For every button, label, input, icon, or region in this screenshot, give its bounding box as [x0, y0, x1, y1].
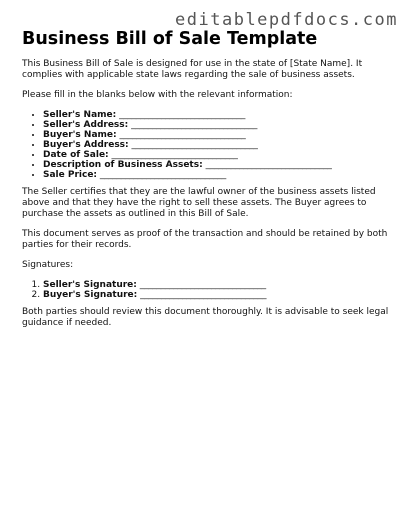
- field-label: Buyer's Address:: [43, 140, 129, 150]
- signature-blank: ______________________________: [139, 280, 266, 290]
- proof-paragraph: This document serves as proof of the transaction and should be retained by both parties for their records.: [22, 229, 388, 250]
- watermark-text: editablepdfdocs.com: [175, 10, 398, 30]
- field-label: Seller's Name:: [43, 110, 117, 120]
- field-blank: ______________________________: [131, 120, 258, 130]
- field-item-sellers-name: [43, 110, 392, 120]
- instruction-paragraph: Please fill in the blanks below with the relevant information:: [22, 90, 293, 100]
- field-item-buyers-address: [43, 140, 392, 150]
- field-item-description-of-assets: [43, 160, 392, 170]
- field-item-date-of-sale: [43, 150, 392, 160]
- field-blank: ______________________________: [119, 110, 246, 120]
- signature-item-buyer: [43, 290, 392, 300]
- signature-item-seller: [43, 280, 392, 290]
- field-item-sellers-address: [43, 120, 392, 130]
- intro-paragraph: This Business Bill of Sale is designed for use in the state of [State Name]. It complies with applicable state laws regarding the sale of business assets.: [22, 59, 363, 80]
- closing-paragraph: Both parties should review this document thoroughly. It is advisable to seek legal guidance if needed.: [22, 307, 389, 328]
- signature-blank: ______________________________: [140, 290, 267, 300]
- document-body: [22, 29, 392, 338]
- field-list: [22, 110, 392, 180]
- certification-paragraph: The Seller certifies that they are the lawful owner of the business assets listed above and that they have the right to sell these assets. The Buyer agrees to purchase the assets as outlined in this Bill of Sale.: [22, 187, 376, 219]
- field-label: Date of Sale:: [43, 150, 109, 160]
- signature-list: [22, 280, 392, 300]
- field-item-sale-price: [43, 170, 392, 180]
- signature-label: Buyer's Signature:: [43, 290, 138, 300]
- field-item-buyers-name: [43, 130, 392, 140]
- field-blank: ______________________________: [111, 150, 238, 160]
- signature-label: Seller's Signature:: [43, 280, 137, 290]
- field-label: Seller's Address:: [43, 120, 129, 130]
- field-blank: ______________________________: [131, 140, 258, 150]
- field-label: Description of Business Assets:: [43, 160, 203, 170]
- field-label: Buyer's Name:: [43, 130, 117, 140]
- field-blank: ______________________________: [205, 160, 332, 170]
- signatures-heading: Signatures:: [22, 260, 74, 270]
- document-title: Business Bill of Sale Template: [22, 29, 318, 49]
- field-label: Sale Price:: [43, 170, 98, 180]
- field-blank: ______________________________: [99, 170, 226, 180]
- field-blank: ______________________________: [119, 130, 246, 140]
